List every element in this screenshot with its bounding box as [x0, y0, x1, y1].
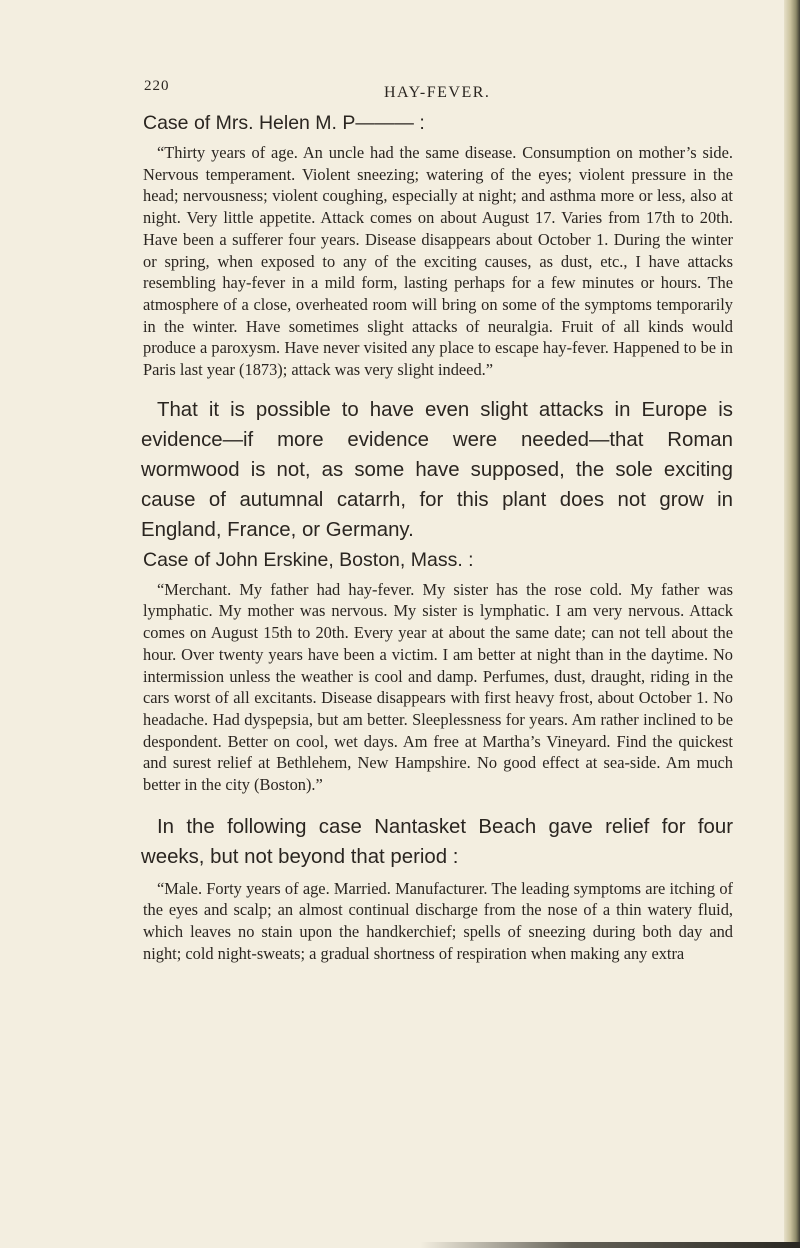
page-content: [143, 110, 733, 965]
running-head: HAY-FEVER.: [384, 84, 491, 101]
page-bottom-shadow: [420, 1242, 800, 1248]
case-quote-helen: “Thirty years of age. An uncle had the same disease. Consumption on mother’s side. Nervous temperament. Violent sneezing; watering of the eyes; violent pressure in the head; nervousness; violent coughing, especially at night; and asthma more or less, also at night. Very little appetite. Attack comes on about August 17. Varies from 17th to 20th. Have been a sufferer four years. Disease disappears about October 1. During the winter or spring, when exposed to any of the exciting causes, as dust, etc., I have attacks resembling hay-fever in a mild form, lasting perhaps for a few minutes or hours. The atmosphere of a close, overheated room will bring on some of the symptoms temporarily in the winter. Have sometimes slight attacks of neuralgia. Fruit of all kinds would produce a paroxysm. Have never visited any place to escape hay-fever. Happened to be in Paris last year (1873); attack was very slight indeed.”: [143, 143, 733, 380]
paragraph-nantasket: In the following case Nantasket Beach gave relief for four weeks, but not beyond that period :: [141, 815, 733, 868]
case-heading-helen: Case of Mrs. Helen M. P——— :: [143, 112, 425, 134]
paragraph-europe: That it is possible to have even slight attacks in Europe is evidence—if more evidence were needed—that Roman wormwood is not, as some have supposed, the sole exciting cause of autumnal catarrh, for this plant does not grow in England, France, or Germany.: [141, 398, 733, 541]
case-quote-erskine: “Merchant. My father had hay-fever. My sister has the rose cold. My father was lymphatic. My mother was nervous. My sister is lymphatic. I am very nervous. Attack comes on August 15th to 20th. Every year at about the same date; can not tell about the hour. Over twenty years have been a victim. I am better at night than in the daytime. No intermission unless the weather is cool and damp. Perfumes, dust, draught, riding in the cars worst of all excitants. Disease disappears with first heavy frost, about October 1. No headache. Had dyspepsia, but am better. Sleeplessness for years. Am rather inclined to be despondent. Better on cool, wet days. Am free at Martha’s Vineyard. Find the quickest and surest relief at Bethlehem, New Hampshire. No good effect at sea-side. Am much better in the city (Boston).”: [143, 579, 733, 795]
page-number: 220: [144, 78, 170, 94]
case-quote-male: “Male. Forty years of age. Married. Manufacturer. The leading symptoms are itching of the eyes and scalp; an almost continual discharge from the nose of a thin watery fluid, which leaves no stain upon the handkerchief; spells of sneezing during both day and night; cold night-sweats; a gradual shortness of respiration when making any extra: [143, 878, 733, 963]
page-header: [144, 62, 704, 102]
page-edge-shadow: [784, 0, 800, 1248]
case-heading-erskine: Case of John Erskine, Boston, Mass. :: [143, 548, 474, 571]
